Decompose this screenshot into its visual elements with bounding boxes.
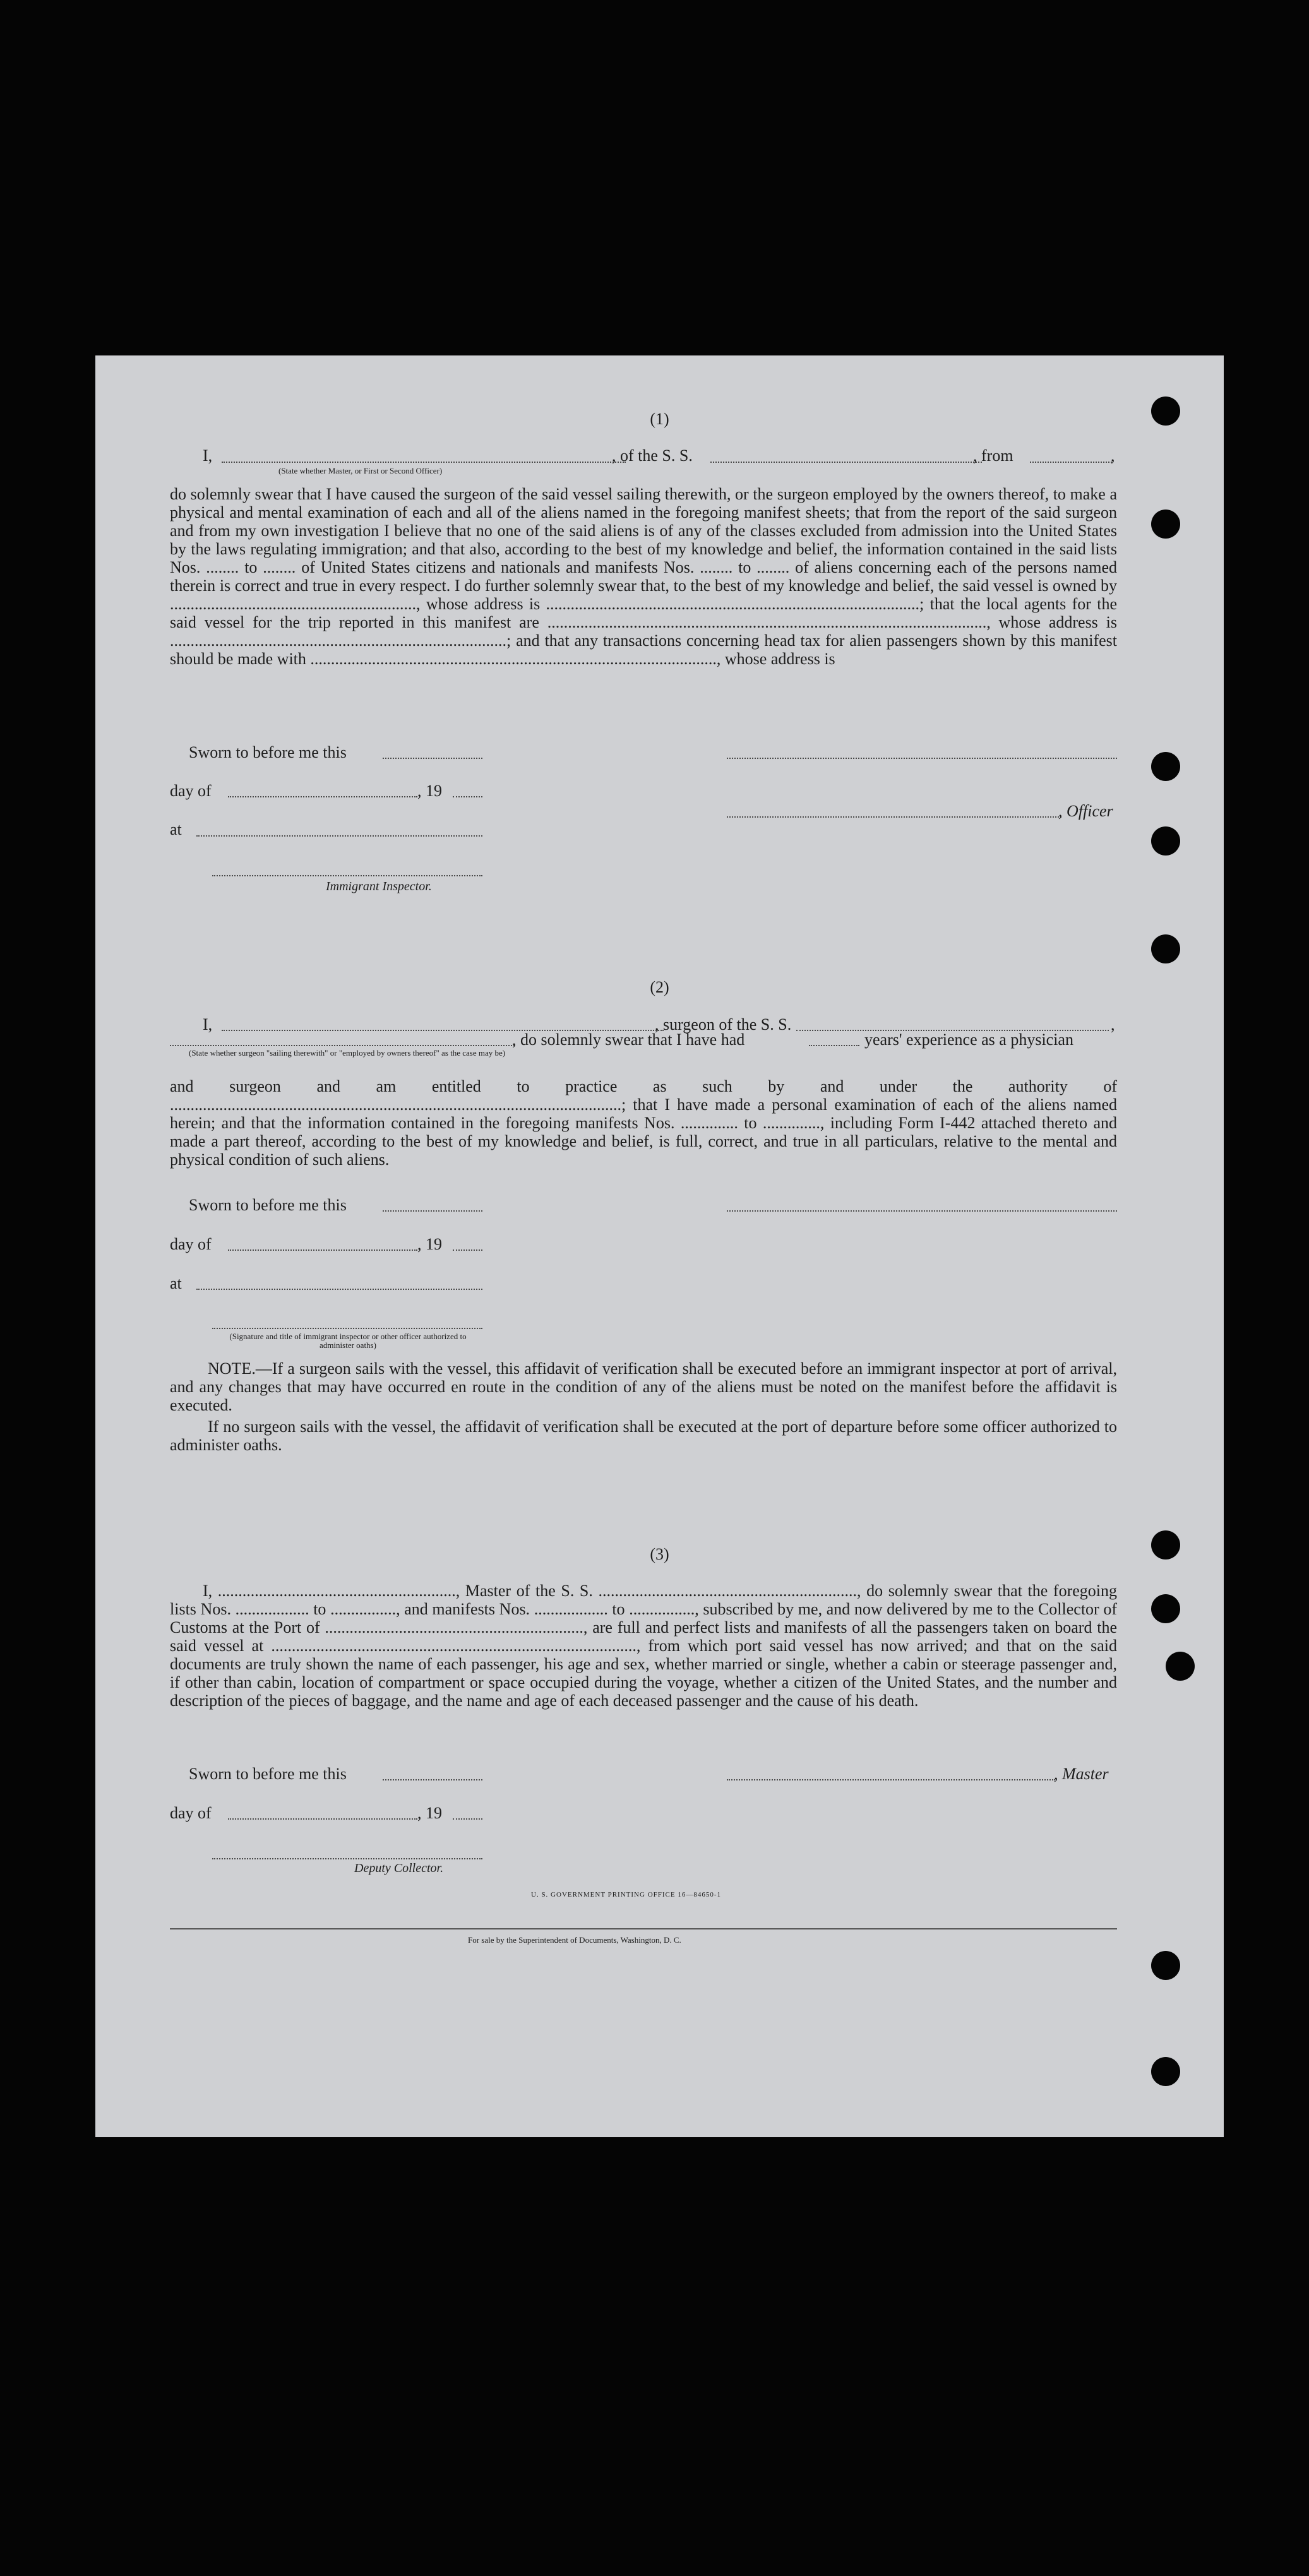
sworn-label: Sworn to before me this [189, 743, 347, 761]
affiant-label: I, [203, 446, 213, 465]
from-label: , from [973, 446, 1013, 465]
officer-signature-line [727, 758, 1117, 759]
years-experience-line [809, 1045, 859, 1046]
binder-hole [1151, 1594, 1180, 1623]
no-surgeon-note: If no surgeon sails with the vessel, the affidavit of verification shall be executed at the port of departure before some officer authorized to administer oaths. [170, 1417, 1117, 1454]
binder-hole [1151, 826, 1180, 856]
at-label: at [170, 820, 182, 838]
surgeon-signature-line [727, 1210, 1117, 1212]
officer-rank-caption: (State whether Master, or First or Second Officer) [278, 466, 443, 475]
day-of-label: day of [170, 782, 212, 800]
officer-label: , Officer [1058, 802, 1113, 820]
surgeon-note: NOTE.—If a surgeon sails with the vessel, this affidavit of verification shall be executed before an immigrant inspector at port of arrival, and any changes that may have occurred en route in the condition of any of the aliens must be noted on the manifest before the affidavit is executed. [170, 1359, 1117, 1414]
section-1-oath-text: do solemnly swear that I have caused the surgeon of the said vessel sailing therewith, or the surgeon employed by the owners thereof, to make a physical and mental examination of each and all of the aliens named in the foregoing manifest sheets; that from the report of the said surgeon and from my own investigation I believe that no one of the said aliens is of any of the classes excluded from admission into the United States by the laws regulating immigration; and that also, according to the best of my knowledge and belief, the information contained in the said lists Nos. ........ to ........ of United States citizens and nationals and manifests Nos. ........ to ........ of aliens concerning each of the persons named therein is correct and true in every respect. I do further solemnly swear that, to the best of my knowledge and belief, the said vessel is owned by ............................................................, whose address is ...........................................................................................; that the local agents for the said vessel for the trip reported in this manifest are ..........................................................................................................., whose address is ..................................................................................; and that any transactions concerning head tax for alien passengers shown by this manifest should be made with ..................................................................................................., whose address is [170, 485, 1117, 668]
binder-hole [1151, 934, 1180, 963]
ship-name-line [710, 462, 982, 463]
sale-notice: For sale by the Superintendent of Documents, Washington, D. C. [468, 1935, 681, 1945]
manifest-form-page: (1) I, , of the S. S. , from , (State whether Master, or First or Second Officer) do solemnly swear that I have caused the surgeon of the said vessel sailing therewith, or the surgeon employed by the owners thereof, to make a physical and mental examination of each and all of the aliens named in the foregoing manifest sheets; that from the report of the said surgeon and from my own investigation I believe that no one of the said aliens is of any of the classes excluded from admission into the United States by the laws regulating immigration; and that also, according to the best of my knowledge and belief, the information contained in the said lists Nos. ........ to ........ of United States citizens and nationals and manifests Nos. ........ to ........ of aliens concerning each of the persons named therein is correct and true in every respect. I do further solemnly swear that, to the best of my knowledge and belief, the said vessel is owned by ............................................................, whose address is ...........................................................................................; that the local agents for the said vessel for the trip reported in this manifest are ..........................................................................................................., whose address is ..................................................................................; and that any transactions concerning head tax for alien passengers shown by this manifest should be made with ..................................................................................................., whose address is Sworn to before me this day of , 19 , Officer at Immigrant Inspector. (2) I, , surgeon of the S. S. , , do solemnly swear that I have had years' experience as a physician (State whether surgeon "sailing therewith" or "employed by owners thereof" as the case may be) and surgeon and am entitled to practice as such by and under the authority of ..............................................................................................................; that I have made a personal examination of each of the aliens named herein; and that the information contained in the foregoing manifests Nos. .............. to .............., including Form I-442 attached thereto and made a part thereof, according to the best of my knowledge and belief, is full, correct, and true in all particulars, relative to the mental and physical condition of such aliens. Sworn to before me this day of , 19 at (Signature and title of immigrant inspector or other officer authorized to administer oaths) NOTE.—If a surgeon sails with the vessel, this affidavit of verification shall be executed before an immigrant inspector at port of arrival, and any changes that may have occurred en route in the condition of any of the aliens must be noted on the manifest before the affidavit is executed. If no surgeon sails with the vessel, the affidavit of verification shall be executed at the port of departure before some officer authorized to administer oaths. (3) I, .........................................................., Master of the S. S. ..............................................................., do solemnly swear that the foregoing lists Nos. .................. to ................, and manifests Nos. .................. to ................, subscribed by me, and now delivered by me to the Collector of Customs at the Port of ..............................................................., are full and perfect lists and manifests of all the passengers taken on board the said vessel at ........................................................................................., from which port said vessel has now arrived; and that on the said documents are truly shown the name of each passenger, his age and sex, whether married or single, whether a cabin or steerage passenger and, if other than cabin, location of compartment or space occupied during the voyage, whether a citizen of the United States, and the number and description of the pieces of baggage, and the name and age of each deceased passenger and the cause of his death. Sworn to before me this , Master day of , 19 Deputy Collector. U. S. GOVERNMENT PRINTING OFFICE 16—84650-1 For sale by the Superintendent of Documents, Washington, D. C. [95, 355, 1224, 2137]
footer-rule [170, 1928, 1117, 1929]
affiant-name-line [222, 462, 626, 463]
surgeon-status-caption: (State whether surgeon "sailing therewith" or "employed by owners thereof" as the case may be) [189, 1048, 506, 1058]
section-2-heading: (2) [650, 978, 669, 996]
inspector-signature-caption: (Signature and title of immigrant inspector or other officer authorized to administer oaths) [229, 1332, 467, 1350]
binder-hole [1151, 752, 1180, 781]
surgeon-of-ship-label: , surgeon of the S. S. [655, 1015, 792, 1034]
binder-hole [1151, 510, 1180, 539]
master-label: , Master [1054, 1765, 1109, 1783]
year-label: , 19 [417, 782, 442, 800]
of-ship-label: , of the S. S. [612, 446, 693, 465]
swear-physician-label: , do solemnly swear that I have had [512, 1030, 745, 1049]
printing-office-imprint: U. S. GOVERNMENT PRINTING OFFICE 16—84650-1 [531, 1891, 722, 1899]
binder-hole [1151, 1951, 1180, 1980]
deputy-collector-label: Deputy Collector. [354, 1861, 444, 1875]
binder-hole [1166, 1652, 1195, 1681]
section-3-oath-text: I, .........................................................., Master of the S. S. ..............................................................., do solemnly swear that the foregoing lists Nos. .................. to ................, and manifests Nos. .................. to ................, subscribed by me, and now delivered by me to the Collector of Customs at the Port of ..............................................................., are full and perfect lists and manifests of all the passengers taken on board the said vessel at ........................................................................................., from which port said vessel has now arrived; and that on the said documents are truly shown the name of each passenger, his age and sex, whether married or single, whether a cabin or steerage passenger and, if other than cabin, location of compartment or space occupied during the voyage, whether a citizen of the United States, and the number and description of the pieces of baggage, and the name and age of each deceased passenger and the cause of his death. [170, 1582, 1117, 1710]
section-1-heading: (1) [650, 410, 669, 428]
binder-hole [1151, 2057, 1180, 2086]
from-port-line [1030, 462, 1112, 463]
master-signature-line [727, 1779, 1055, 1780]
section-2-oath-text: and surgeon and am entitled to practice as such by and under the authority of ..............................................................................................................; that I have made a personal examination of each of the aliens named herein; and that the information contained in the foregoing manifests Nos. .............. to .............., including Form I-442 attached thereto and made a part thereof, according to the best of my knowledge and belief, is full, correct, and true in all particulars, relative to the mental and physical condition of such aliens. [170, 1077, 1117, 1169]
section-3-heading: (3) [650, 1545, 669, 1563]
immigrant-inspector-label: Immigrant Inspector. [326, 880, 432, 893]
